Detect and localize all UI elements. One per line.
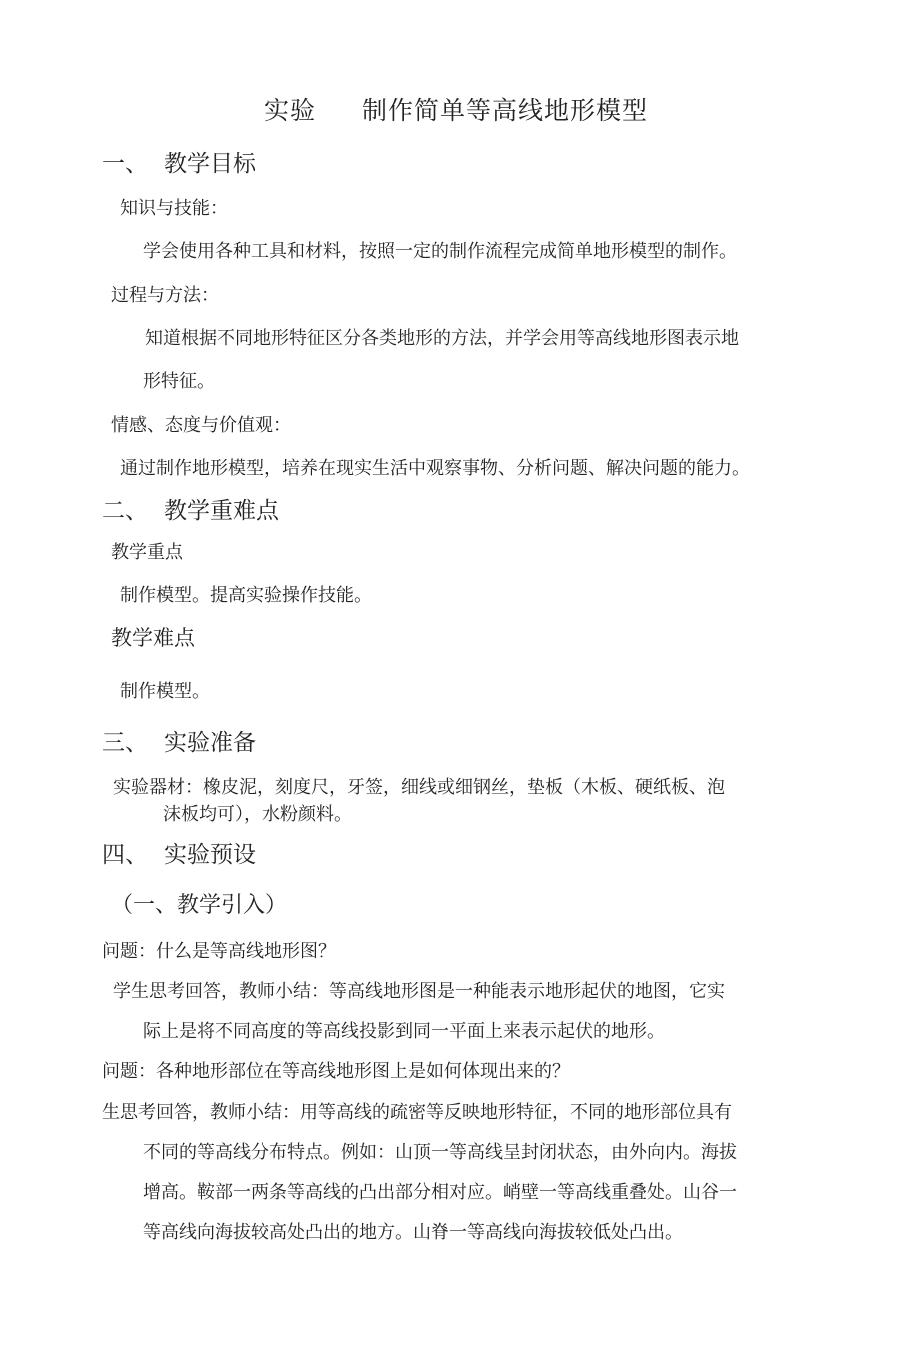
section-3-heading [102, 724, 256, 757]
section-1-heading [102, 145, 256, 178]
section-4-heading [102, 836, 256, 869]
question-1: 问题：什么是等高线地形图？ [102, 941, 336, 962]
section-4-title: 实验预设 [164, 842, 256, 868]
section-1-title: 教学目标 [164, 151, 256, 177]
title-prefix: 实验 [264, 96, 317, 125]
emotion-text: 通过制作地形模型，培养在现实生活中观察事物、分析问题、解决问题的能力。 [120, 458, 750, 479]
section-2-number: 二、 [102, 498, 148, 524]
answer-2-line1: 生思考回答，教师小结：用等高线的疏密等反映地形特征，不同的地形部位具有 [102, 1102, 732, 1123]
difficulty-text: 制作模型。 [120, 681, 210, 702]
question-2: 问题：各种地形部位在等高线地形图上是如何体现出来的？ [102, 1061, 570, 1082]
section-1-number: 一、 [102, 151, 148, 177]
materials-line1: 实验器材：橡皮泥，刻度尺，牙签，细线或细钢丝，垫板（木板、硬纸板、泡 [113, 777, 725, 798]
process-text-line2: 形特征。 [143, 371, 215, 392]
answer-2-line3: 增高。鞍部一两条等高线的凸出部分相对应。峭壁一等高线重叠处。山谷一 [143, 1182, 737, 1203]
materials-line2: 沫板均可），水粉颜料。 [163, 804, 352, 825]
process-label: 过程与方法： [111, 285, 219, 306]
title-main: 制作简单等高线地形模型 [362, 96, 649, 125]
subsection-intro-heading: （一、教学引入） [111, 893, 288, 918]
section-2-title: 教学重难点 [164, 498, 279, 524]
page-title [264, 91, 648, 127]
answer-2-line2: 不同的等高线分布特点。例如：山顶一等高线呈封闭状态，由外向内。海拔 [143, 1142, 737, 1163]
section-3-title: 实验准备 [164, 730, 256, 756]
emotion-label: 情感、态度与价值观： [111, 415, 291, 436]
section-2-heading [102, 492, 279, 525]
answer-2-line4: 等高线向海拔较高处凸出的地方。山脊一等高线向海拔较低处凸出。 [143, 1222, 683, 1243]
key-point-text: 制作模型。提高实验操作技能。 [120, 585, 372, 606]
process-text-line1: 知道根据不同地形特征区分各类地形的方法，并学会用等高线地形图表示地 [145, 328, 739, 349]
knowledge-label: 知识与技能： [120, 198, 228, 219]
knowledge-text: 学会使用各种工具和材料，按照一定的制作流程完成简单地形模型的制作。 [143, 241, 737, 262]
key-point-label: 教学重点 [111, 542, 183, 563]
answer-1-line2: 际上是将不同高度的等高线投影到同一平面上来表示起伏的地形。 [143, 1021, 665, 1042]
answer-1-line1: 学生思考回答，教师小结：等高线地形图是一种能表示地形起伏的地图，它实 [113, 981, 725, 1002]
section-4-number: 四、 [102, 842, 148, 868]
difficulty-label: 教学难点 [111, 626, 195, 650]
section-3-number: 三、 [102, 730, 148, 756]
